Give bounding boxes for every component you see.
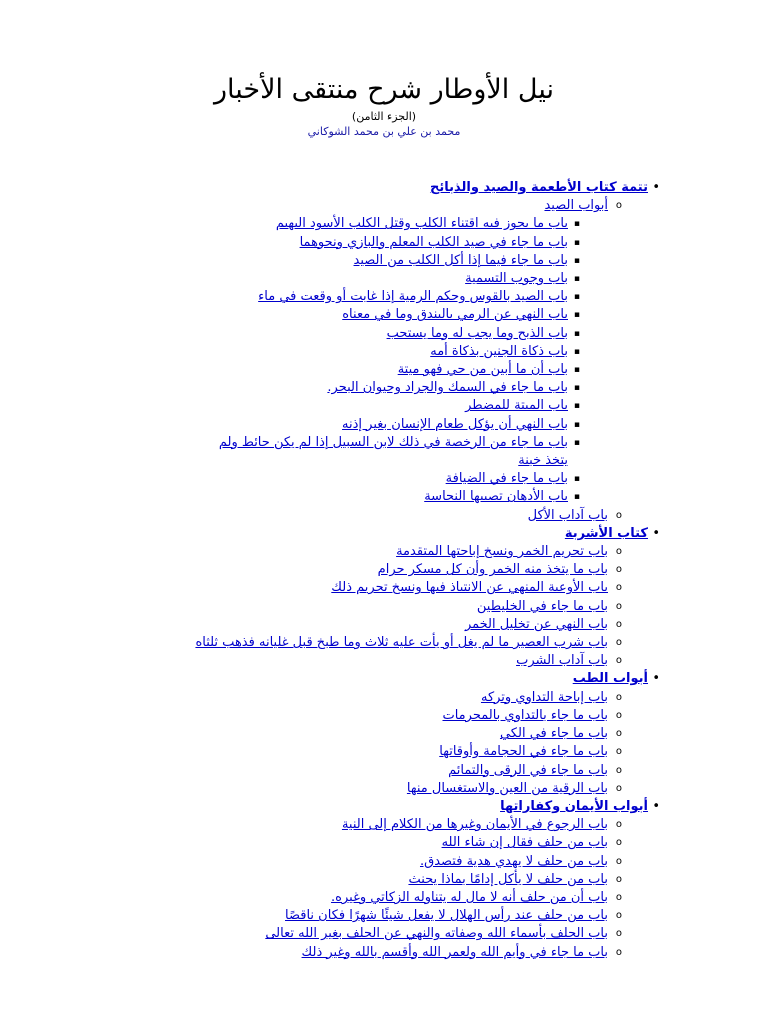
toc-chapter-item — [48, 816, 622, 834]
toc-link[interactable]: باب الأوعية المنهي عن الانتباذ فيها ونسخ تحريم ذلك — [331, 580, 608, 596]
bullet-icon: o — [615, 600, 622, 612]
toc-section-item — [48, 525, 660, 671]
toc-row — [218, 361, 568, 379]
bullet-icon: o — [615, 709, 622, 721]
toc-link[interactable]: باب آداب الشرب — [516, 653, 608, 669]
toc-row — [218, 416, 568, 434]
toc-chapter-item — [48, 707, 622, 725]
toc-row — [178, 616, 608, 634]
bullet-icon: ▪ — [573, 219, 580, 230]
toc-link[interactable]: باب من حلف فقال إن شاء الله — [441, 835, 608, 851]
toc-row — [178, 889, 608, 907]
toc-link[interactable]: باب ما جاء في وأيم الله ولعمر الله وأقسم بالله وغير ذلك — [301, 944, 608, 960]
bullet-icon: ▪ — [573, 255, 580, 266]
toc-chapter-list — [48, 689, 648, 798]
bullet-icon: ▪ — [573, 474, 580, 485]
toc-row — [218, 306, 568, 324]
toc-link[interactable]: باب النهي عن الرمي بالبندق وما في معناه — [342, 307, 568, 323]
toc-chapter-list — [48, 197, 648, 525]
toc-subchapter-item — [48, 361, 580, 379]
toc-row — [178, 834, 608, 852]
toc-subchapter-item — [48, 215, 580, 233]
toc-link[interactable]: باب ما جاء بالتداوي بالمحرمات — [442, 707, 608, 723]
toc-link[interactable]: باب شرب العصير ما لم يغل أو يأت عليه ثلاث وما طبخ قبل غليانه فذهب ثلثاه — [195, 635, 608, 651]
toc-row — [218, 288, 568, 306]
toc-chapter-item — [48, 652, 622, 670]
toc-chapter-item — [48, 889, 622, 907]
toc-row — [178, 579, 608, 597]
bullet-icon: o — [615, 691, 622, 703]
toc-link[interactable]: أبواب الصيد — [544, 198, 608, 214]
toc-link[interactable]: باب أن من حلف أنه لا مال له يتناوله الزكاتي وغيره. — [331, 889, 608, 905]
bullet-icon: o — [615, 509, 622, 521]
toc-subchapter-item — [48, 343, 580, 361]
toc-chapter-item — [48, 507, 622, 525]
toc-chapter-item — [48, 197, 622, 506]
toc-link[interactable]: باب النهي أن يؤكل طعام الإنسان بغير إذنه — [342, 416, 568, 432]
toc-link[interactable]: كتاب الأشربة — [564, 525, 648, 541]
toc-link[interactable]: تتمة كتاب الأطعمة والصيد والذبائح — [429, 180, 648, 195]
toc-row — [178, 925, 608, 943]
toc-link[interactable]: باب ما جاء في الخليطين — [476, 598, 608, 614]
toc-link[interactable]: باب ما يجوز فيه اقتناء الكلب وقتل الكلب الأسود البهيم — [275, 216, 568, 232]
toc-row — [178, 944, 608, 962]
toc-row — [178, 561, 608, 579]
bullet-icon: ▪ — [573, 437, 580, 448]
bullet-icon: o — [615, 910, 622, 922]
toc-row — [218, 252, 568, 270]
toc-list — [48, 179, 660, 962]
toc-subchapter-item — [48, 416, 580, 434]
bullet-icon: o — [615, 200, 622, 212]
toc-chapter-item — [48, 925, 622, 943]
toc-row — [48, 179, 648, 197]
toc-chapter-item — [48, 743, 622, 761]
bullet-icon: o — [615, 582, 622, 594]
bullet-icon: ▪ — [573, 292, 580, 303]
toc-chapter-item — [48, 780, 622, 798]
toc-subchapter-list — [48, 215, 608, 506]
toc-row — [218, 234, 568, 252]
toc-link[interactable]: باب الرجوع في الأيمان وغيرها من الكلام إلى النية — [341, 817, 608, 833]
toc-chapter-item — [48, 689, 622, 707]
toc-link[interactable]: أبواب الأيمان وكفاراتها — [500, 798, 648, 814]
bullet-icon: • — [652, 798, 660, 814]
toc-subchapter-item — [48, 325, 580, 343]
toc-section-item — [48, 798, 660, 962]
toc-chapter-list — [48, 816, 648, 962]
toc-subchapter-item — [48, 470, 580, 488]
toc-row — [178, 762, 608, 780]
toc-row — [178, 598, 608, 616]
toc-row — [178, 780, 608, 798]
bullet-icon: o — [615, 946, 622, 958]
toc-chapter-item — [48, 834, 622, 852]
toc-link[interactable]: باب ذكاة الجنين بذكاة أمه — [430, 343, 568, 359]
bullet-icon: o — [615, 855, 622, 867]
bullet-icon: ▪ — [573, 401, 580, 412]
bullet-icon: • — [652, 180, 660, 195]
toc-row — [218, 470, 568, 488]
toc-row — [178, 689, 608, 707]
bullet-icon: o — [615, 837, 622, 849]
toc-link[interactable]: باب من حلف لا يهدي هدية فتصدق. — [419, 853, 608, 869]
toc-chapter-item — [48, 561, 622, 579]
toc-chapter-item — [48, 543, 622, 561]
toc-link[interactable]: باب إباحة التداوي وتركه — [480, 689, 608, 705]
toc-row — [48, 670, 648, 688]
toc-row — [178, 816, 608, 834]
book-title: نيل الأوطار شرح منتقى الأخبار — [213, 74, 554, 105]
toc-link[interactable]: باب الصيد بالقوس وحكم الرمية إذا غابت أو وقعت في ماء — [258, 289, 568, 305]
bullet-icon: o — [615, 637, 622, 649]
toc-chapter-item — [48, 762, 622, 780]
toc-link[interactable]: باب الأدهان تصيبها النجاسة — [424, 489, 568, 505]
bullet-icon: o — [615, 782, 622, 794]
toc-row — [178, 853, 608, 871]
bullet-icon: • — [652, 671, 660, 687]
toc-subchapter-item — [48, 488, 580, 506]
toc-subchapter-item — [48, 397, 580, 415]
table-of-contents — [48, 179, 660, 962]
toc-link[interactable]: باب ما يتخذ منه الخمر وأن كل مسكر حرام — [377, 562, 608, 578]
toc-subchapter-item — [48, 270, 580, 288]
bullet-icon: o — [615, 819, 622, 831]
bullet-icon: o — [615, 655, 622, 667]
document-header — [0, 72, 768, 139]
toc-link[interactable]: باب ما جاء فيما إذا أكل الكلب من الصيد — [353, 252, 568, 268]
toc-row — [218, 215, 568, 233]
toc-link[interactable]: باب الذبح وما يجب له وما يستحب — [386, 325, 568, 341]
toc-row — [178, 743, 608, 761]
toc-row — [178, 197, 608, 215]
toc-link[interactable]: باب ما جاء في الضيافة — [445, 471, 568, 487]
toc-link[interactable]: باب الرقية من العين والاستغسال منها — [406, 780, 608, 796]
toc-row — [218, 488, 568, 506]
toc-subchapter-item — [48, 234, 580, 252]
toc-link[interactable]: باب ما جاء في السمك والجراد وحيوان البحر. — [327, 380, 568, 396]
toc-chapter-item — [48, 871, 622, 889]
bullet-icon: ▪ — [573, 274, 580, 285]
toc-subchapter-item — [48, 434, 580, 470]
bullet-icon: ▪ — [573, 310, 580, 321]
toc-chapter-list — [48, 543, 648, 670]
toc-link[interactable]: باب آداب الأكل — [527, 507, 608, 523]
toc-subchapter-item — [48, 288, 580, 306]
bullet-icon: o — [615, 746, 622, 758]
toc-link[interactable]: باب الميتة للمضطر — [465, 398, 568, 414]
toc-link[interactable]: باب أن ما أبين من حي فهو ميتة — [397, 362, 568, 378]
toc-link[interactable]: باب من حلف عند رأس الهلال لا يفعل شيئًا شهرًا فكان ناقصًا — [285, 908, 608, 924]
bullet-icon: ▪ — [573, 328, 580, 339]
toc-row — [218, 325, 568, 343]
bullet-icon: ▪ — [573, 419, 580, 430]
toc-row — [218, 379, 568, 397]
toc-link[interactable]: باب ما جاء في صيد الكلب المعلم والبازي ونحوهما — [299, 234, 568, 250]
toc-chapter-item — [48, 579, 622, 597]
toc-subchapter-item — [48, 252, 580, 270]
toc-row — [48, 798, 648, 816]
toc-link[interactable]: باب من حلف لا يأكل إدامًا بماذا يحنث — [408, 871, 608, 887]
toc-chapter-item — [48, 634, 622, 652]
toc-row — [218, 434, 568, 470]
toc-row — [178, 634, 608, 652]
toc-section-item — [48, 670, 660, 797]
toc-link[interactable]: باب ما جاء في الكي — [499, 726, 608, 742]
toc-link[interactable]: باب ما جاء في الرقى والتمائم — [448, 762, 608, 778]
bullet-icon: ▪ — [573, 365, 580, 376]
toc-chapter-item — [48, 616, 622, 634]
toc-chapter-item — [48, 907, 622, 925]
toc-row — [178, 652, 608, 670]
bullet-icon: o — [615, 873, 622, 885]
toc-link[interactable]: باب ما جاء في الحجامة وأوقاتها — [439, 744, 608, 760]
bullet-icon: o — [615, 728, 622, 740]
toc-chapter-item — [48, 725, 622, 743]
bullet-icon: o — [615, 928, 622, 940]
toc-row — [218, 397, 568, 415]
toc-link[interactable]: أبواب الطب — [572, 671, 648, 687]
bullet-icon: o — [615, 764, 622, 776]
bullet-icon: o — [615, 618, 622, 630]
toc-row — [218, 270, 568, 288]
toc-link[interactable]: باب وجوب التسمية — [465, 271, 568, 287]
toc-row — [48, 525, 648, 543]
toc-link[interactable]: باب تحريم الخمر ونسخ إباحتها المتقدمة — [396, 544, 608, 560]
toc-row — [178, 725, 608, 743]
toc-chapter-item — [48, 853, 622, 871]
bullet-icon: o — [615, 891, 622, 903]
bullet-icon: ▪ — [573, 346, 580, 357]
toc-row — [178, 507, 608, 525]
toc-row — [178, 707, 608, 725]
toc-chapter-item — [48, 944, 622, 962]
bullet-icon: ▪ — [573, 383, 580, 394]
bullet-icon: • — [652, 525, 660, 541]
toc-link[interactable]: باب الحلف بأسماء الله وصفاته والنهي عن الحلف بغير الله تعالى — [265, 926, 608, 942]
bullet-icon: ▪ — [573, 492, 580, 503]
toc-subchapter-item — [48, 379, 580, 397]
bullet-icon: o — [615, 546, 622, 558]
toc-row — [178, 543, 608, 561]
bullet-icon: ▪ — [573, 237, 580, 248]
part-label: (الجزء الثامن) — [351, 110, 417, 123]
toc-link[interactable]: باب ما جاء من الرخصة في ذلك لابن السبيل إذا لم يكن حائط ولم يتخذ خبنة — [218, 434, 568, 469]
toc-row — [178, 871, 608, 889]
toc-subchapter-item — [48, 306, 580, 324]
toc-chapter-item — [48, 598, 622, 616]
bullet-icon: o — [615, 564, 622, 576]
toc-link[interactable]: باب النهي عن تخليل الخمر — [464, 616, 608, 632]
toc-row — [218, 343, 568, 361]
toc-section-item — [48, 179, 660, 525]
author-name: محمد بن علي بن محمد الشوكاني — [307, 125, 461, 138]
toc-row — [178, 907, 608, 925]
